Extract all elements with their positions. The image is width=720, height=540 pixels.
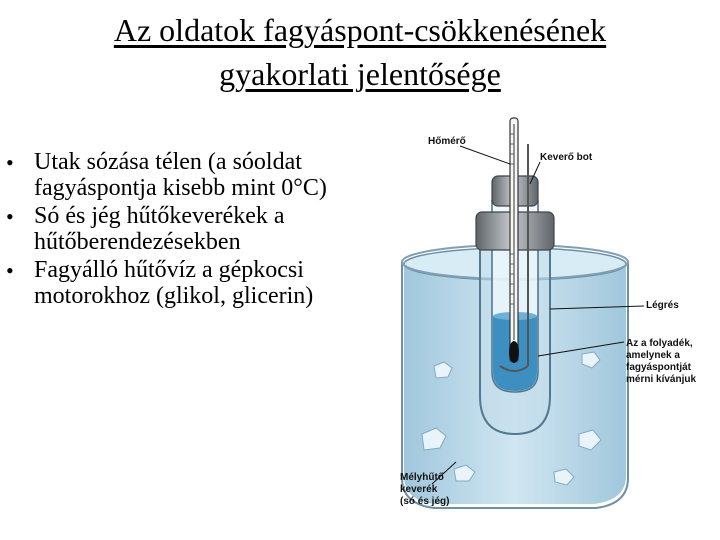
label-liquid-line4: mérni kívánjuk xyxy=(626,374,697,385)
bullet-item xyxy=(0,150,362,201)
label-liquid-line2: amelynek a xyxy=(626,350,680,361)
label-mix-line2: keverék xyxy=(400,484,438,495)
label-mix-line3: (só és jég) xyxy=(400,496,450,507)
bullet-text: Só és jég hűtőkeverékek a hűtőberendezésekben xyxy=(34,203,285,255)
label-stirrer: Keverő bot xyxy=(540,152,593,163)
bullet-item xyxy=(0,258,362,309)
page-title xyxy=(40,8,680,96)
title-line-2: gyakorlati jelentősége xyxy=(219,56,501,92)
bullet-list xyxy=(0,150,362,312)
label-mix-line1: Mélyhűtő xyxy=(400,472,444,483)
freezing-point-apparatus-figure xyxy=(364,104,716,530)
bullet-text: Utak sózása télen (a sóoldat fagyáspontja kisebb mint 0°C) xyxy=(34,149,327,201)
thermometer-bulb xyxy=(509,341,519,363)
label-thermometer: Hőmérő xyxy=(428,136,466,147)
label-liquid-line1: Az a folyadék, xyxy=(626,338,693,349)
bullet-item xyxy=(0,204,362,255)
apparatus-illustration xyxy=(364,104,716,530)
label-air-gap: Légrés xyxy=(646,300,679,311)
title-line-1: Az oldatok fagyáspont-csökkenésének xyxy=(113,12,607,48)
label-liquid-line3: fagyáspontját xyxy=(626,362,692,373)
bullet-icon: • xyxy=(6,150,14,175)
bullet-text: Fagyálló hűtővíz a gépkocsi motorokhoz (glikol, glicerin) xyxy=(34,257,314,309)
bullet-icon: • xyxy=(6,258,14,283)
bullet-icon: • xyxy=(6,204,14,229)
